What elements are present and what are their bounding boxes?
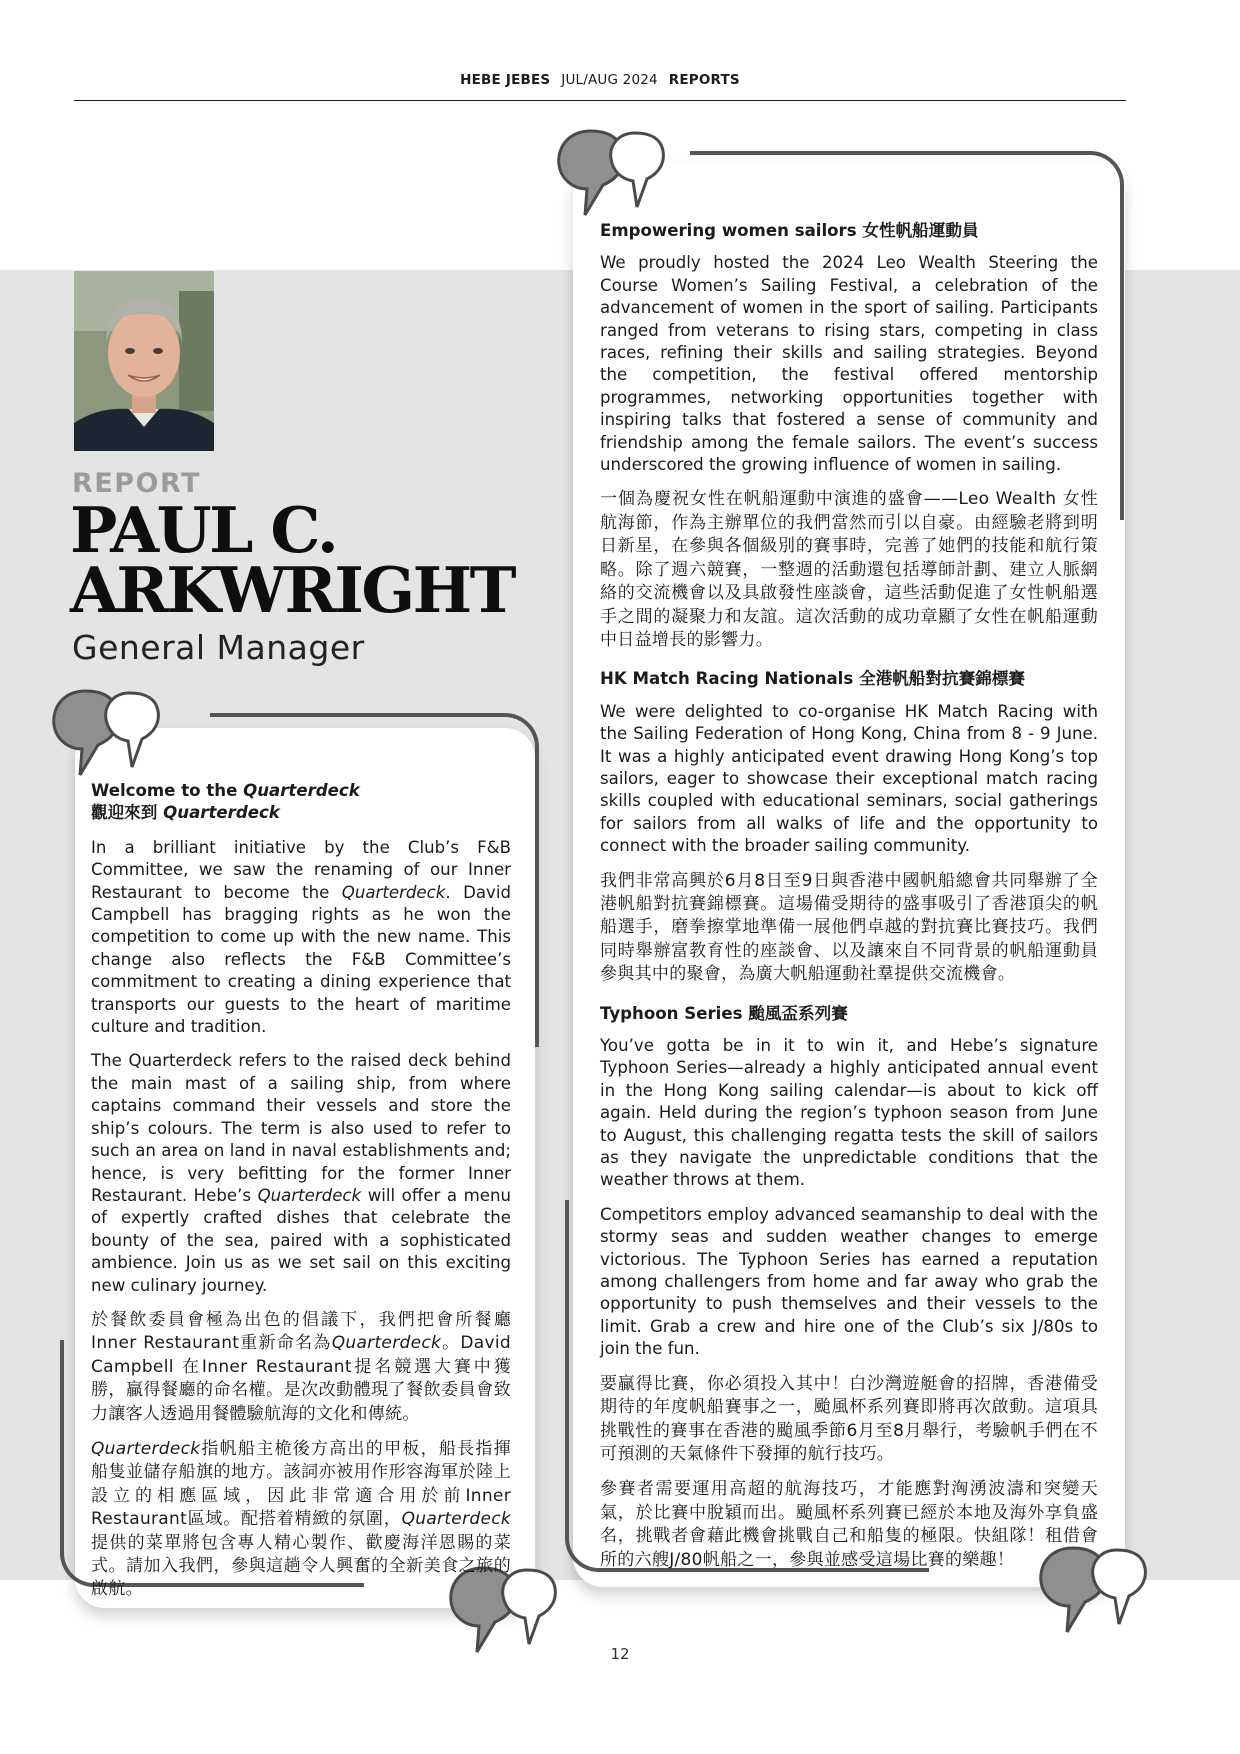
- section-name: REPORTS: [668, 72, 740, 88]
- running-header: [74, 72, 1126, 101]
- section-heading: Typhoon Series 颱風盃系列賽: [600, 1003, 848, 1023]
- paragraph-zh: 要贏得比賽，你必須投入其中！白沙灣遊艇會的招牌，香港備受期待的年度帆船賽事之一，颱風杯系列賽即將再次啟動。這項具挑戰性的賽事在香港的颱風季節6月至8月舉行，考驗帆手們在不可預測的天氣條件下發揮的航行技巧。: [600, 1373, 1098, 1464]
- paragraph-zh: Quarterdeck指帆船主桅後方高出的甲板，船長指揮船隻並儲存船旗的地方。該詞亦被用作形容海軍於陸上設立的相應區域，因此非常適合用於前Inner Restaurant區域。配搭着精緻的氛圍，Quarterdeck提供的菜單將包含專人精心製作、歡慶海洋恩賜的菜式。請加入我們，參與這趟令人興奮的全新美食之旅的啟航。: [91, 1438, 511, 1600]
- paragraph-en: In a brilliant initiative by the Club’s F&B Committee, we saw the renaming of our Inner Restaurant to become the Quarterdeck. David Campbell has bragging rights as he won the competition to come up with the new name. This change also reflects the F&B Committee’s commitment to creating a dining experience that transports our guests to the heart of maritime culture and tradition.: [91, 837, 511, 1037]
- paragraph-en: We were delighted to co-organise HK Match Racing with the Sailing Federation of Hong Kong, China from 8 - 9 June. It was a highly anticipated event drawing Hong Kong’s top sailors, eager to showcase their exceptional match racing skills coupled with educational seminars, social gatherings for sailors from all walks of life and the opportunity to connect with the broader sailing community.: [600, 701, 1098, 856]
- section-heading: HK Match Racing Nationals 全港帆船對抗賽錦標賽: [600, 669, 1025, 689]
- paragraph-zh: 我們非常高興於6月8日至9日與香港中國帆船總會共同舉辦了全港帆船對抗賽錦標賽。這場備受期待的盛事吸引了香港頂尖的帆船選手，磨拳擦掌地準備一展他們卓越的對抗賽比賽技巧。我們同時舉辦富教育性的座談會、以及讓來自不同背景的帆船運動員參與其中的聚會，為廣大帆船運動社羣提供交流機會。: [600, 870, 1098, 985]
- paragraph-en: We proudly hosted the 2024 Leo Wealth Steering the Course Women’s Sailing Festival, a celebration of the advancement of women in the sport of sailing. Participants ranged from veterans to rising stars, competing in class races, refining their skills and sailing strategies. Beyond the competition, the festival offered mentorship programmes, networking opportunities together with inspiring talks that fostered a sense of community and friendship among the female sailors. The event’s success underscored the growing influence of women in sailing.: [600, 253, 1098, 475]
- paragraph-zh: 一個為慶祝女性在帆船運動中演進的盛會——Leo Wealth 女性航海節，作為主辦單位的我們當然而引以自豪。由經驗老將到明日新星，在參與各個級別的賽事時，完善了她們的技能和航行策略。除了週六競賽，一整週的活動還包括導師計劃、建立人脈網絡的交流機會以及具啟發性座談會，這些活動促進了女性帆船選手之間的凝聚力和友誼。這次活動的成功章顯了女性在帆船運動中日益增長的影響力。: [600, 489, 1098, 650]
- heading-en-emphasis: Quarterdeck: [243, 781, 360, 800]
- paragraph-zh: 參賽者需要運用高超的航海技巧，才能應對洶湧波濤和突變天氣，於比賽中脫穎而出。颱風杯系列賽已經於本地及海外享負盛名，挑戰者會藉此機會挑戰自己和船隻的極限。快組隊！租借會所的六艘J/80帆船之一，參與並感受這場比賽的樂趣！: [600, 1479, 1098, 1570]
- paragraph-en: The Quarterdeck refers to the raised deck behind the main mast of a sailing ship, from where captains command their vessels and store the ship’s colours. The term is also used to refer to such an area on land in naval establishments and; hence, is very befitting for the former Inner Restaurant. Hebe’s Quarterdeck will offer a menu of expertly crafted dishes that celebrate the bounty of the sea, paired with a sophisticated ambience. Join us as we set sail on this exciting new culinary journey.: [91, 1051, 511, 1295]
- person-name-line1: PAUL C.: [70, 493, 337, 567]
- paragraph-en: Competitors employ advanced seamanship to deal with the stormy seas and sudden weather changes to emerge victorious. The Typhoon Series has earned a reputation among challengers from home and far away who grab the opportunity to push themselves and their vessels to the limit. Grab a crew and hire one of the Club’s six J/80s to join the fun.: [600, 1204, 1098, 1359]
- heading-zh: 觀迎來到: [91, 803, 164, 823]
- heading-zh-emphasis: Quarterdeck: [163, 803, 280, 823]
- speech-bubble-icon: [553, 123, 673, 223]
- job-title: General Manager: [72, 628, 365, 667]
- article-heading: [91, 780, 511, 825]
- right-article: [600, 220, 1098, 1588]
- heading-en: Welcome to the: [91, 781, 244, 800]
- page-number: 12: [610, 1645, 630, 1663]
- report-label: REPORT: [72, 468, 201, 499]
- section-heading: Empowering women sailors 女性帆船運動員: [600, 221, 979, 240]
- section-empowering-women: [600, 220, 1098, 652]
- portrait-photo: [74, 271, 214, 451]
- paragraph-en: You’ve gotta be in it to win it, and Hebe’s signature Typhoon Series—already a highly anticipated annual event in the Hong Kong sailing calendar—is about to kick off again. Held during the region’s typhoon season from June to August, this challenging regatta tests the skill of sailors as they navigate the unpredictable conditions that the weather throws at them.: [600, 1036, 1098, 1190]
- issue-date: JUL/AUG 2024: [561, 72, 658, 88]
- speech-bubble-icon: [48, 683, 168, 783]
- person-name: [70, 493, 530, 627]
- section-match-racing: [600, 668, 1098, 986]
- section-typhoon-series: [600, 1003, 1098, 1572]
- left-article: [91, 780, 511, 1614]
- paragraph-zh: 於餐飲委員會極為出色的倡議下，我們把會所餐廳Inner Restaurant重新命名為Quarterdeck。David Campbell 在Inner Restaurant提名競選大賽中獲勝，贏得餐廳的命名權。是次改動體現了餐飲委員會致力讓客人透過用餐體驗航海的文化和傳統。: [91, 1309, 511, 1424]
- publication-name: HEBE JEBES: [460, 72, 551, 88]
- person-name-line2: ARKWRIGHT: [70, 553, 515, 627]
